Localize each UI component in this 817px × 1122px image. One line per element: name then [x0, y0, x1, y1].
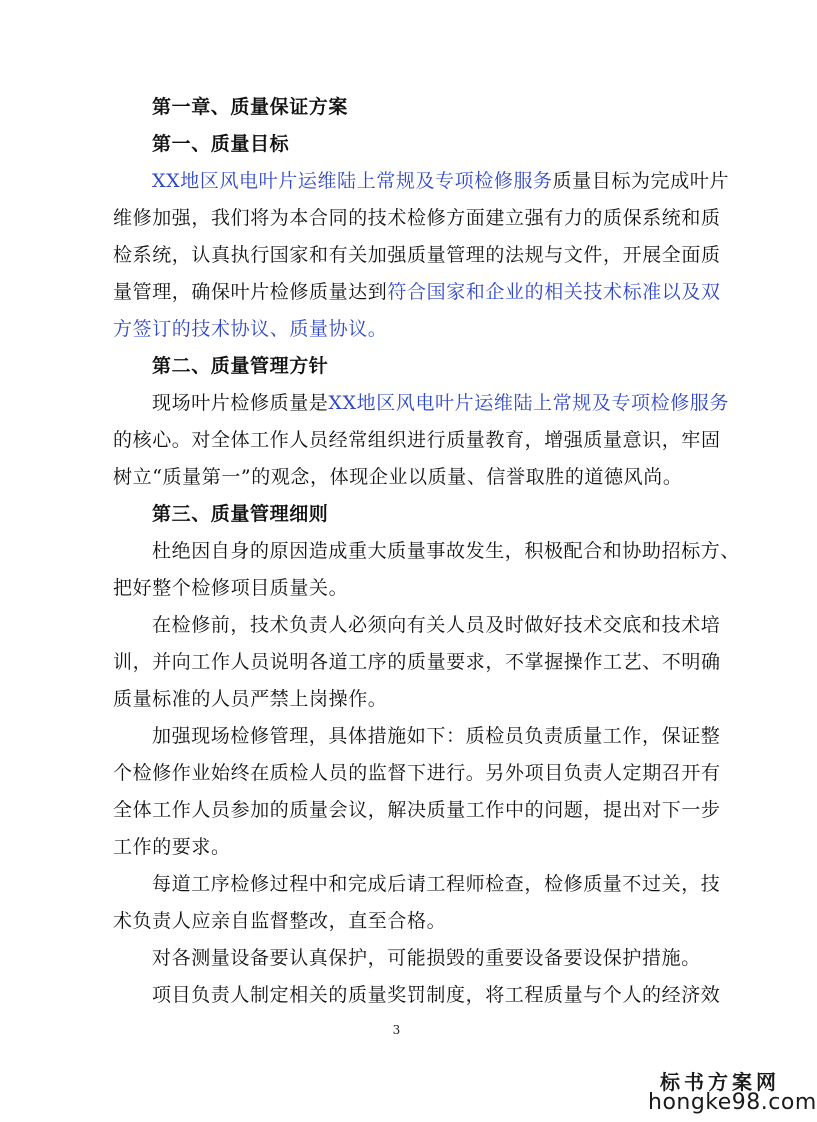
paragraph-line: 质量标准的人员严禁上岗操作。	[113, 688, 388, 710]
page-number: 3	[392, 1023, 401, 1037]
paragraph-line: 个检修作业始终在质检人员的监督下进行。另外项目负责人定期召开有	[113, 762, 721, 784]
paragraph-line: 全体工作人员参加的质量会议，解决质量工作中的问题，提出对下一步	[113, 799, 721, 821]
paragraph-line: 杜绝因自身的原因造成重大质量事故发生，积极配合和协助招标方、	[152, 540, 741, 562]
paragraph-line	[152, 169, 729, 193]
watermark-brand: 标书方案网	[660, 1070, 780, 1094]
paragraph-line: 的核心。对全体工作人员经常组织进行质量教育，增强质量意识，牢固	[113, 429, 721, 451]
text-run: 量管理，确保叶片检修质量达到	[113, 281, 388, 303]
standard-highlight: 符合国家和企业的相关技术标准以及双	[387, 281, 721, 303]
watermark-url: hongke98.com	[648, 1090, 817, 1115]
project-name-highlight: XX地区风电叶片运维陆上常规及专项检修服务	[328, 392, 730, 414]
paragraph-line	[113, 280, 721, 304]
paragraph-line: 把好整个检修项目质量关。	[113, 577, 349, 599]
paragraph-line: 项目负责人制定相关的质量奖罚制度，将工程质量与个人的经济效	[152, 984, 721, 1006]
paragraph-line: 每道工序检修过程中和完成后请工程师检查，检修质量不过关，技	[152, 873, 721, 895]
paragraph-line: 树立“质量第一”的观念，体现企业以质量、信誉取胜的道德风尚。	[113, 466, 683, 488]
section-heading-quality-rules: 第三、质量管理细则	[152, 503, 329, 525]
paragraph-line: 检系统，认真执行国家和有关加强质量管理的法规与文件，开展全面质	[113, 244, 721, 266]
section-heading-quality-policy: 第二、质量管理方针	[152, 355, 329, 377]
chapter-title: 第一章、质量保证方案	[152, 96, 349, 118]
paragraph-line: 训，并向工作人员说明各道工序的质量要求，不掌握操作工艺、不明确	[113, 651, 721, 673]
paragraph-line: 对各测量设备要认真保护，可能损毁的重要设备要设保护措施。	[152, 947, 701, 969]
paragraph-line: 术负责人应亲自监督整改，直至合格。	[113, 910, 447, 932]
paragraph-line: 加强现场检修管理，具体措施如下：质检员负责质量工作，保证整	[152, 725, 721, 747]
text-run: 质量目标为完成叶片	[552, 170, 730, 192]
paragraph-line: 方签订的技术协议、质量协议。	[113, 318, 388, 340]
section-heading-quality-goal: 第一、质量目标	[152, 133, 290, 155]
text-run: 现场叶片检修质量是	[152, 392, 329, 414]
paragraph-line: 在检修前，技术负责人必须向有关人员及时做好技术交底和技术培	[152, 614, 721, 636]
project-name-highlight: XX地区风电叶片运维陆上常规及专项检修服务	[152, 170, 553, 192]
paragraph-line	[152, 391, 729, 415]
paragraph-line: 维修加强，我们将为本合同的技术检修方面建立强有力的质保系统和质	[113, 207, 721, 229]
paragraph-line: 工作的要求。	[113, 836, 231, 858]
